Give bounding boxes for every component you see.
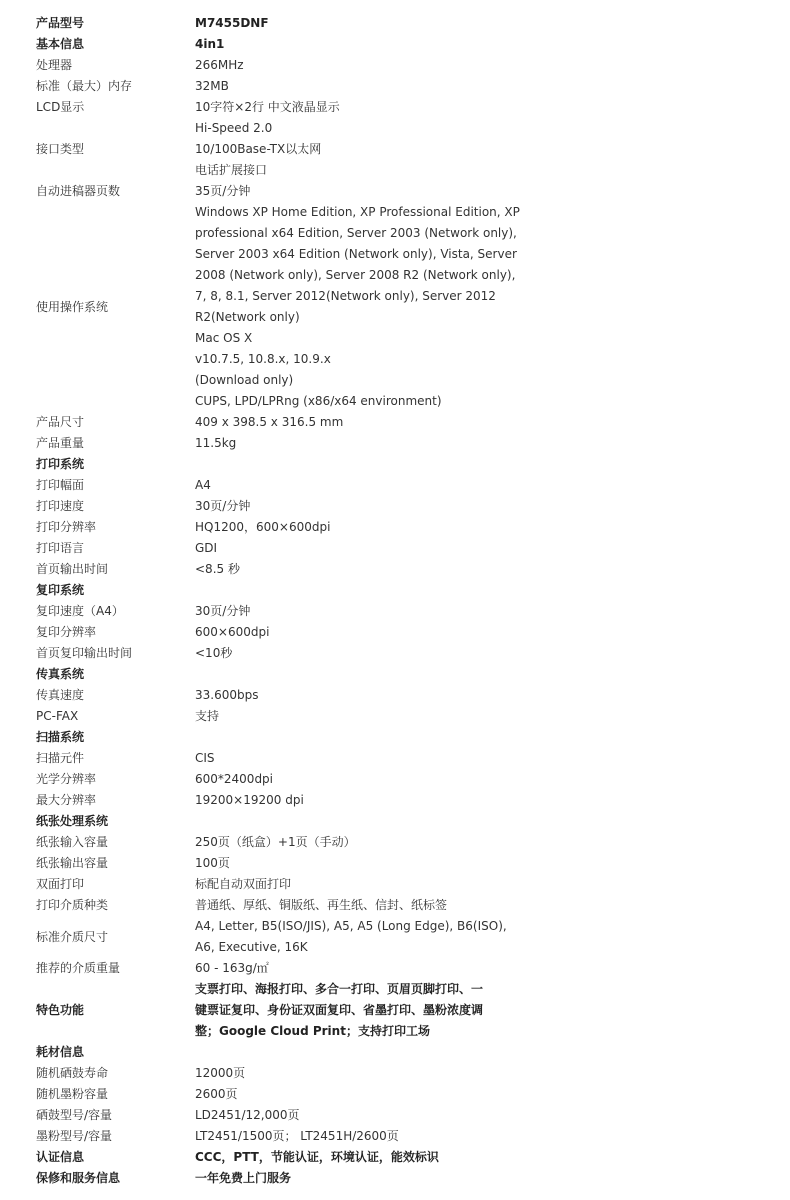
spec-label: 打印系统 — [36, 457, 85, 471]
spec-label: 扫描元件 — [36, 751, 85, 765]
spec-label: 最大分辨率 — [36, 793, 97, 807]
spec-value-line: <10秒 — [195, 646, 233, 660]
spec-label: 产品尺寸 — [36, 415, 85, 429]
section-row — [30, 1168, 530, 1189]
table-row — [30, 916, 530, 958]
spec-value — [195, 622, 530, 643]
spec-label: 传真速度 — [36, 688, 85, 702]
spec-value-line — [195, 1042, 530, 1063]
section-row — [30, 1042, 530, 1063]
table-row — [30, 97, 530, 118]
spec-value-line: (Download only) — [195, 373, 294, 387]
spec-value-line: Mac OS X — [195, 331, 253, 345]
spec-value — [195, 895, 530, 916]
spec-value — [195, 1105, 530, 1126]
spec-label: 保修和服务信息 — [36, 1171, 121, 1185]
spec-value — [195, 475, 530, 496]
spec-label: 双面打印 — [36, 877, 85, 891]
section-row — [30, 727, 530, 748]
table-row — [30, 1105, 530, 1126]
spec-label: 纸张处理系统 — [36, 814, 109, 828]
spec-label: 处理器 — [36, 58, 73, 72]
table-row — [30, 958, 530, 979]
spec-value — [195, 832, 530, 853]
table-row — [30, 853, 530, 874]
spec-label: 特色功能 — [36, 1003, 85, 1017]
spec-label: PC-FAX — [36, 709, 79, 723]
spec-value-line: LD2451/12,000页 — [195, 1108, 300, 1122]
spec-value — [195, 76, 530, 97]
spec-value — [195, 916, 530, 958]
spec-label: 推荐的介质重量 — [36, 961, 121, 975]
table-row — [30, 412, 530, 433]
spec-value-line: 11.5kg — [195, 436, 237, 450]
spec-value-line: M7455DNF — [195, 16, 269, 30]
spec-value — [195, 727, 530, 748]
spec-value-line: 普通纸、厚纸、铜版纸、再生纸、信封、纸标签 — [195, 898, 448, 912]
spec-value-line: 10/100Base-TX以太网 — [195, 142, 322, 156]
section-row — [30, 1147, 530, 1168]
spec-value — [195, 139, 530, 160]
spec-label: 认证信息 — [36, 1150, 85, 1164]
section-row — [30, 811, 530, 832]
spec-value-line: <8.5 秒 — [195, 562, 240, 576]
spec-value — [195, 601, 530, 622]
section-row — [30, 13, 530, 34]
spec-label: 复印分辨率 — [36, 625, 97, 639]
spec-value-line — [195, 454, 530, 475]
table-row — [30, 160, 530, 181]
spec-value-line: 12000页 — [195, 1066, 246, 1080]
table-row — [30, 832, 530, 853]
table-row — [30, 202, 530, 412]
spec-value-line: Server 2003 x64 Edition (Network only), Vista, Server — [195, 247, 517, 261]
table-row — [30, 1126, 530, 1147]
spec-label: 产品型号 — [36, 16, 85, 30]
spec-value-line: 35页/分钟 — [195, 184, 251, 198]
spec-value — [195, 97, 530, 118]
spec-label: 标准介质尺寸 — [36, 929, 109, 944]
spec-label: 随机硒鼓寿命 — [36, 1066, 109, 1080]
spec-value-line — [195, 811, 530, 832]
table-row — [30, 769, 530, 790]
spec-value-line: 4in1 — [195, 37, 225, 51]
spec-value — [195, 454, 530, 475]
spec-label: LCD显示 — [36, 100, 85, 114]
spec-value-line: 支票打印、海报打印、多合一打印、页眉页脚打印、一 — [195, 982, 484, 996]
table-row — [30, 181, 530, 202]
spec-value — [195, 118, 530, 139]
spec-value — [195, 1147, 530, 1168]
table-row — [30, 1084, 530, 1105]
spec-value — [195, 958, 530, 979]
spec-value — [195, 874, 530, 895]
spec-value-line: GDI — [195, 541, 218, 555]
spec-value — [195, 811, 530, 832]
spec-label: 扫描系统 — [36, 730, 85, 744]
table-row — [30, 559, 530, 580]
spec-value-line: professional x64 Edition, Server 2003 (Network only), — [195, 226, 517, 240]
spec-table-body — [30, 13, 530, 1189]
spec-value — [195, 517, 530, 538]
spec-value — [195, 538, 530, 559]
table-row — [30, 139, 530, 160]
table-row — [30, 118, 530, 139]
spec-value — [195, 1063, 530, 1084]
spec-value — [195, 559, 530, 580]
table-row — [30, 643, 530, 664]
spec-value — [195, 34, 530, 55]
spec-value — [195, 790, 530, 811]
spec-value-line: 33.600bps — [195, 688, 259, 702]
table-row — [30, 1063, 530, 1084]
spec-value-line: 2008 (Network only), Server 2008 R2 (Network only), — [195, 268, 516, 282]
spec-label: 传真系统 — [36, 667, 85, 681]
spec-value-line: 266MHz — [195, 58, 244, 72]
spec-label — [30, 160, 195, 181]
spec-label: 复印系统 — [36, 583, 85, 597]
spec-value — [195, 1042, 530, 1063]
spec-label: 耗材信息 — [36, 1045, 85, 1059]
spec-value-line: 整；Google Cloud Print；支持打印工场 — [195, 1024, 430, 1038]
spec-value-line: 32MB — [195, 79, 229, 93]
table-row — [30, 790, 530, 811]
spec-value-line: R2(Network only) — [195, 310, 300, 324]
spec-value-line: 30页/分钟 — [195, 604, 251, 618]
spec-label: 首页输出时间 — [36, 562, 109, 576]
section-row — [30, 454, 530, 475]
spec-value-line: 250页（纸盒）+1页（手动） — [195, 835, 356, 849]
table-row — [30, 55, 530, 76]
spec-value-line: A6, Executive, 16K — [195, 940, 308, 954]
spec-label: 硒鼓型号/容量 — [36, 1108, 113, 1122]
spec-label: 接口类型 — [36, 142, 85, 156]
spec-value-line: A4 — [195, 478, 211, 492]
spec-label: 自动进稿器页数 — [36, 184, 121, 198]
table-row — [30, 685, 530, 706]
table-row — [30, 517, 530, 538]
spec-value-line — [195, 664, 530, 685]
spec-value-line: 60 - 163g/㎡ — [195, 961, 269, 975]
spec-label: 复印速度（A4） — [36, 604, 124, 618]
table-row — [30, 538, 530, 559]
spec-value — [195, 1168, 530, 1189]
spec-label: 标准（最大）内存 — [36, 79, 133, 93]
table-row — [30, 433, 530, 454]
section-row — [30, 664, 530, 685]
spec-label: 打印幅面 — [36, 478, 85, 492]
spec-value-line: 600*2400dpi — [195, 772, 274, 786]
spec-value-line: 电话扩展接口 — [195, 163, 268, 177]
spec-value-line — [195, 580, 530, 601]
spec-value-line: LT2451/1500页； LT2451H/2600页 — [195, 1129, 399, 1143]
spec-value — [195, 496, 530, 517]
spec-label: 首页复印输出时间 — [36, 646, 133, 660]
spec-label: 打印分辨率 — [36, 520, 97, 534]
section-row — [30, 34, 530, 55]
spec-value-line: v10.7.5, 10.8.x, 10.9.x — [195, 352, 331, 366]
spec-value — [195, 706, 530, 727]
table-row — [30, 874, 530, 895]
section-row — [30, 580, 530, 601]
table-row — [30, 622, 530, 643]
spec-value-line: CIS — [195, 751, 215, 765]
spec-label: 打印速度 — [36, 499, 85, 513]
spec-value — [195, 853, 530, 874]
table-row — [30, 496, 530, 517]
spec-value-line: Hi-Speed 2.0 — [195, 121, 273, 135]
spec-value-line: 标配自动双面打印 — [195, 877, 292, 891]
table-row — [30, 601, 530, 622]
spec-value — [195, 580, 530, 601]
spec-value-line — [195, 727, 530, 748]
spec-value — [195, 13, 530, 34]
spec-label: 打印语言 — [36, 541, 85, 555]
spec-value-line: CUPS, LPD/LPRng (x86/x64 environment) — [195, 394, 442, 408]
spec-label: 墨粉型号/容量 — [36, 1129, 113, 1143]
spec-label: 打印介质种类 — [36, 898, 109, 912]
spec-value — [195, 1126, 530, 1147]
spec-value-line: 10字符×2行 中文液晶显示 — [195, 100, 340, 114]
spec-label: 随机墨粉容量 — [36, 1087, 109, 1101]
spec-value — [195, 160, 530, 181]
spec-label: 光学分辨率 — [36, 772, 97, 786]
spec-value — [195, 202, 530, 412]
section-row — [30, 979, 530, 1042]
spec-label: 使用操作系统 — [36, 299, 109, 314]
spec-value-line: 一年免费上门服务 — [195, 1171, 292, 1185]
spec-value-line: A4, Letter, B5(ISO/JIS), A5, A5 (Long Edge), B6(ISO), — [195, 919, 507, 933]
spec-value-line: 键票证复印、身份证双面复印、省墨打印、墨粉浓度调 — [195, 1003, 484, 1017]
spec-label: 产品重量 — [36, 436, 85, 450]
spec-value-line: 100页 — [195, 856, 230, 870]
spec-label: 纸张输入容量 — [36, 835, 109, 849]
spec-value — [195, 769, 530, 790]
spec-value — [195, 433, 530, 454]
table-row — [30, 76, 530, 97]
spec-value — [195, 748, 530, 769]
spec-value — [195, 181, 530, 202]
spec-value — [195, 643, 530, 664]
spec-value-line: Windows XP Home Edition, XP Professional Edition, XP — [195, 205, 520, 219]
spec-value-line: 19200×19200 dpi — [195, 793, 304, 807]
table-row — [30, 895, 530, 916]
spec-value-line: CCC，PTT，节能认证，环境认证，能效标识 — [195, 1150, 439, 1164]
spec-value — [195, 664, 530, 685]
spec-value-line: 7, 8, 8.1, Server 2012(Network only), Server 2012 — [195, 289, 496, 303]
table-row — [30, 475, 530, 496]
spec-value — [195, 979, 530, 1042]
spec-label: 基本信息 — [36, 37, 85, 51]
spec-value-line: 409 x 398.5 x 316.5 mm — [195, 415, 344, 429]
spec-table — [30, 13, 530, 1189]
spec-value-line: 支持 — [195, 709, 220, 723]
spec-label — [30, 118, 195, 139]
spec-value-line: 30页/分钟 — [195, 499, 251, 513]
spec-value — [195, 412, 530, 433]
spec-label: 纸张输出容量 — [36, 856, 109, 870]
table-row — [30, 706, 530, 727]
table-row — [30, 748, 530, 769]
spec-value — [195, 55, 530, 76]
spec-value — [195, 1084, 530, 1105]
spec-value-line: HQ1200，600×600dpi — [195, 520, 331, 534]
spec-value-line: 2600页 — [195, 1087, 238, 1101]
spec-value-line: 600×600dpi — [195, 625, 270, 639]
spec-value — [195, 685, 530, 706]
